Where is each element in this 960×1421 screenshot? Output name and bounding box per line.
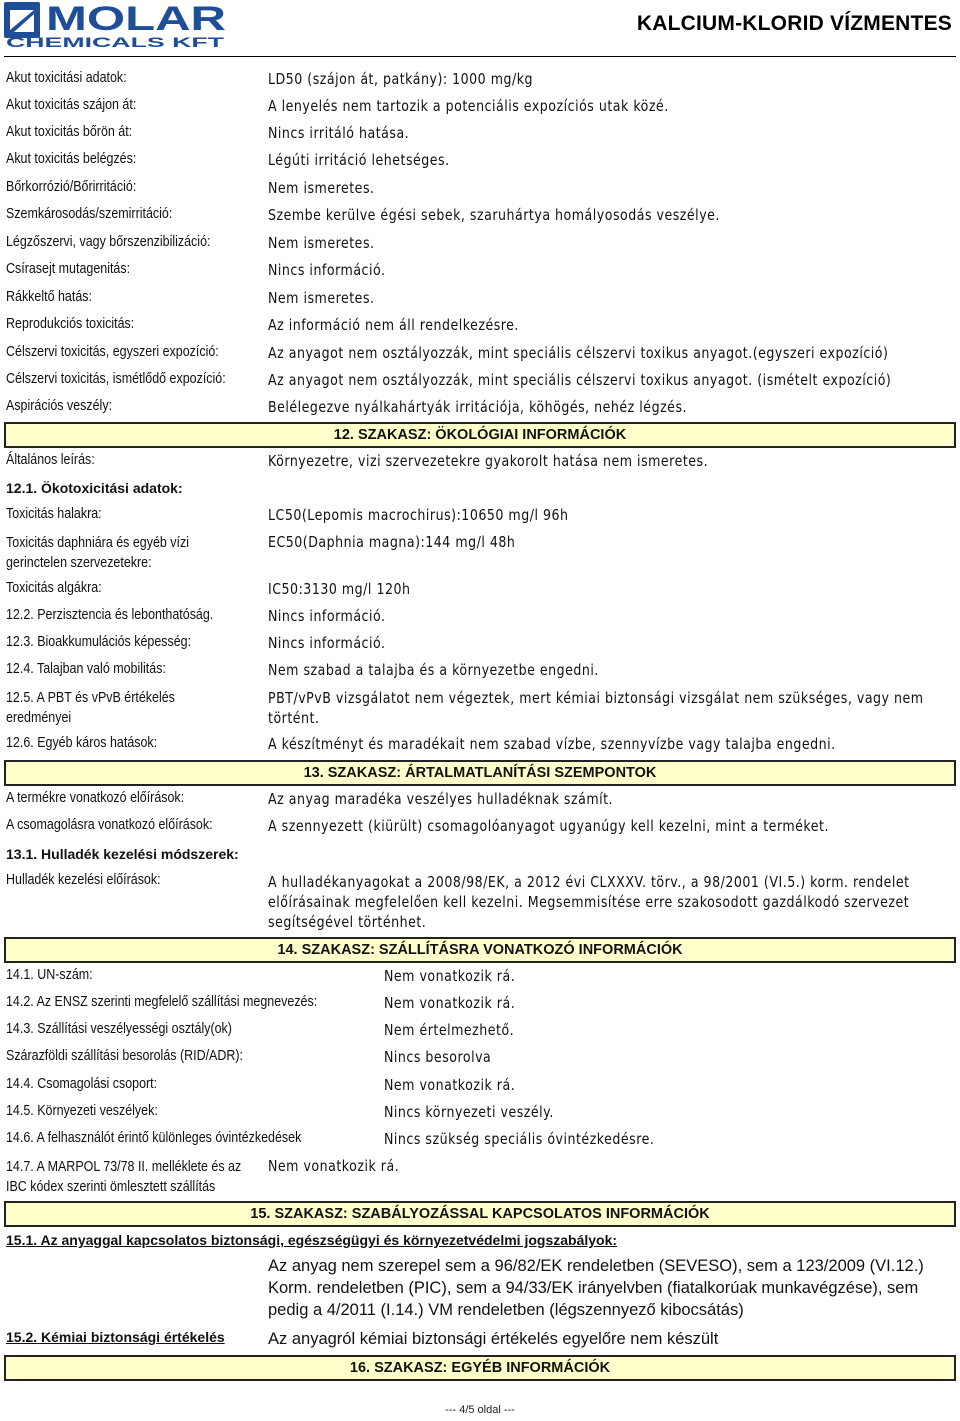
row-label: Akut toxicitás szájon át: [6,97,137,113]
subsection-15-2-heading: 15.2. Kémiai biztonsági értékelés [6,1329,225,1345]
algae-toxicity-value: IC50:3130 mg/l 120h [268,580,411,598]
bioaccumulation-value: Nincs információ. [268,634,386,652]
transport-label: 14.4. Csomagolási csoport: [6,1076,158,1092]
row-value: Az anyagot nem osztályozzák, mint speciális célszervi toxikus anyagot. (ismételt expozíció) [268,371,892,389]
transport-value: Nincs környezeti veszély. [384,1103,554,1121]
other-effects-label: 12.6. Egyéb káros hatások: [6,735,158,751]
transport-value: Nincs besorolva [384,1048,492,1066]
product-rules-value: Az anyag maradéka veszélyes hulladéknak számít. [268,790,614,808]
row-label: Célszervi toxicitás, ismétlődő expozíció: [6,371,226,387]
waste-rules-value: A hulladékanyagokat a 2008/98/EK, a 2012 évi CLXXXV. törv., a 98/2001 (VI.5.) korm. rendelet előírásainak megfelelően kell kezelni. Megsemmisítése erre szakosodott gazdálkodó szervezet segítségével történhet. [268,873,910,931]
packaging-rules-label: A csomagolásra vonatkozó előírások: [6,817,213,833]
row-label: Akut toxicitási adatok: [6,70,127,86]
bioaccumulation-label: 12.3. Bioakkumulációs képesség: [6,634,192,650]
row-value: Nincs irritáló hatása. [268,124,410,142]
transport-value: Nem vonatkozik rá. [384,967,516,985]
product-rules-label: A termékre vonatkozó előírások: [6,790,185,806]
row-label: Bőrkorrózió/Bőrirritáció: [6,179,137,195]
pbt-assessment-value: PBT/vPvB vizsgálatot nem végeztek, mert kémiai biztonsági vizsgálat nem szükséges, vagy nem történt. [268,689,924,727]
subsection-13-1-heading: 13.1. Hulladék kezelési módszerek: [6,846,239,862]
soil-mobility-value: Nem szabad a talajba és a környezetbe engedni. [268,661,599,679]
daphnia-toxicity-label: Toxicitás daphniára és egyéb vízi gerinctelen szervezetekre: [6,535,190,571]
row-label: Rákkeltő hatás: [6,289,92,305]
section-13-header: 13. SZAKASZ: ÁRTALMATLANÍTÁSI SZEMPONTOK [4,760,956,786]
fish-toxicity-value: LC50(Lepomis macrochirus):10650 mg/l 96h [268,506,569,524]
row-label: Légzőszervi, vagy bőrszenzibilizáció: [6,234,211,250]
logo-text-molar: MOLAR [46,2,226,38]
daphnia-toxicity-value: EC50(Daphnia magna):144 mg/l 48h [268,533,516,551]
general-description-label: Általános leírás: [6,452,95,468]
soil-mobility-label: 12.4. Talajban való mobilitás: [6,661,166,677]
transport-value: Nem vonatkozik rá. [384,1076,516,1094]
transport-value: Nincs szükség speciális óvintézkedésre. [384,1130,655,1148]
row-label: Célszervi toxicitás, egyszeri expozíció: [6,344,219,360]
transport-value: Nem vonatkozik rá. [384,994,516,1012]
subsection-12-1-heading: 12.1. Ökotoxicitási adatok: [6,480,183,496]
page-footer: --- 4/5 oldal --- [445,1404,515,1416]
row-label: Akut toxicitás belégzés: [6,151,137,167]
section-14-header: 14. SZAKASZ: SZÁLLÍTÁSRA VONATKOZÓ INFORMÁCIÓK [4,937,956,963]
row-value: LD50 (szájon át, patkány): 1000 mg/kg [268,70,534,88]
row-value: Nem ismeretes. [268,289,375,307]
transport-value: Nem értelmezhető. [384,1021,515,1039]
section-15-header: 15. SZAKASZ: SZABÁLYOZÁSSAL KAPCSOLATOS INFORMÁCIÓK [4,1201,956,1227]
regulations-text: Az anyag nem szerepel sem a 96/82/EK rendeletben (SEVESO), sem a 123/2009 (VI.12.) Korm. rendeletben (PIC), sem a 94/33/EK irányelvben (fiatalkorúak munkavégzése), sem pedig a 4/2011 (I.14.) VM rendeletben (légszennyező kibocsátás) [268,1257,924,1319]
pbt-assessment-label: 12.5. A PBT és vPvB értékelés eredményei [6,690,175,726]
logo-text-chemicals: CHEMICALS KFT [6,34,225,48]
row-label: Szemkárosodás/szemirritáció: [6,206,173,222]
section-16-header: 16. SZAKASZ: EGYÉB INFORMÁCIÓK [4,1355,956,1381]
fish-toxicity-label: Toxicitás halakra: [6,506,102,522]
transport-label: 14.3. Szállítási veszélyességi osztály(ok) [6,1021,232,1037]
marpol-value: Nem vonatkozik rá. [268,1157,400,1175]
row-value: Nincs információ. [268,261,386,279]
row-label: Reprodukciós toxicitás: [6,316,135,332]
section-12-header: 12. SZAKASZ: ÖKOLÓGIAI INFORMÁCIÓK [4,422,956,448]
transport-label: 14.2. Az ENSZ szerinti megfelelő szállítási megnevezés: [6,994,318,1010]
row-value: Az információ nem áll rendelkezésre. [268,316,519,334]
general-description-value: Környezetre, vizi szervezetekre gyakorolt hatása nem ismeretes. [268,452,709,470]
other-effects-value: A készítményt és maradékait nem szabad vízbe, szennyvízbe vagy talajba engedni. [268,735,836,753]
algae-toxicity-label: Toxicitás algákra: [6,580,102,596]
company-logo [4,2,229,48]
packaging-rules-value: A szennyezett (kiürült) csomagolóanyagot ugyanúgy kell kezelni, mint a terméket. [268,817,830,835]
transport-label: 14.6. A felhasználót érintő különleges óvintézkedések [6,1130,302,1146]
document-title: KALCIUM-KLORID VÍZMENTES [636,12,952,35]
safety-assessment-text: Az anyagról kémiai biztonsági értékelés egyelőre nem készült [268,1330,719,1348]
marpol-label: 14.7. A MARPOL 73/78 II. melléklete és az IBC kódex szerinti ömlesztett szállítás [6,1159,242,1195]
logo-emblem [4,2,40,38]
row-label: Aspirációs veszély: [6,398,113,414]
waste-rules-label: Hulladék kezelési előírások: [6,872,161,888]
header-rule [4,56,956,57]
row-value: Az anyagot nem osztályozzák, mint speciális célszervi toxikus anyagot.(egyszeri expozíció) [268,344,889,362]
row-value: A lenyelés nem tartozik a potenciális expozíciós utak közé. [268,97,669,115]
row-label: Akut toxicitás bőrön át: [6,124,133,140]
transport-label: 14.5. Környezeti veszélyek: [6,1103,158,1119]
persistence-value: Nincs információ. [268,607,386,625]
subsection-15-1-heading: 15.1. Az anyaggal kapcsolatos biztonsági, egészségügyi és környezetvédelmi jogszabályok: [6,1232,618,1248]
row-value: Nem ismeretes. [268,179,375,197]
row-value: Szembe kerülve égési sebek, szaruhártya homályosodás veszélye. [268,206,720,224]
row-label: Csírasejt mutagenitás: [6,261,131,277]
row-value: Légúti irritáció lehetséges. [268,151,450,169]
transport-label: 14.1. UN-szám: [6,967,93,983]
row-value: Nem ismeretes. [268,234,375,252]
persistence-label: 12.2. Perzisztencia és lebonthatóság. [6,607,214,623]
row-value: Belélegezve nyálkahártyák irritációja, köhögés, nehéz légzés. [268,398,688,416]
transport-label: Szárazföldi szállítási besorolás (RID/ADR): [6,1048,244,1064]
